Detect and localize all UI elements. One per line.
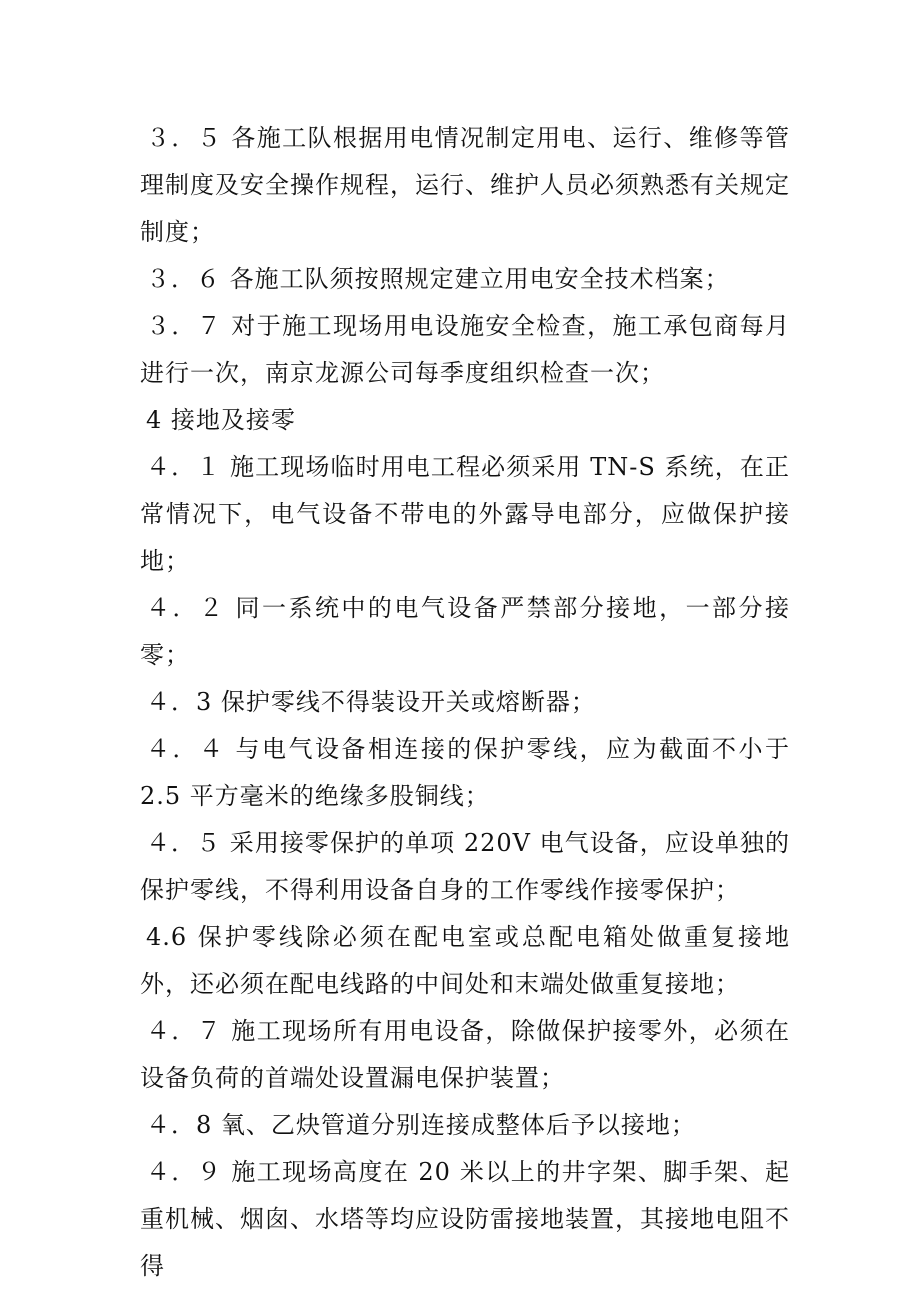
- paragraph-3-7: ３．７ 对于施工现场用电设施安全检查，施工承包商每月进行一次，南京龙源公司每季度组织检查一次；: [140, 312, 790, 387]
- document-body: [140, 115, 790, 1290]
- paragraph-4-9: ４．９ 施工现场高度在 20 米以上的井字架、脚手架、起重机械、烟囱、水塔等均应设防雷接地装置，其接地电阻不得: [140, 1158, 790, 1280]
- paragraph-4-5: ４．５ 采用接零保护的单项 220V 电气设备，应设单独的保护零线，不得利用设备自身的工作零线作接零保护；: [140, 829, 790, 904]
- paragraph-4-6: 4.6 保护零线除必须在配电室或总配电箱处做重复接地外，还必须在配电线路的中间处和末端处做重复接地；: [140, 923, 790, 998]
- paragraph-4-3: ４．3 保护零线不得装设开关或熔断器；: [146, 688, 596, 716]
- paragraph-4-1: ４．１ 施工现场临时用电工程必须采用 TN-S 系统，在正常情况下，电气设备不带电的外露导电部分，应做保护接地；: [140, 453, 790, 575]
- paragraph-4-8: ４．8 氧、乙炔管道分别连接成整体后予以接地；: [146, 1111, 696, 1139]
- paragraph-4-2: ４．２ 同一系统中的电气设备严禁部分接地，一部分接零；: [140, 594, 790, 669]
- paragraph-3-6: ３．６ 各施工队须按照规定建立用电安全技术档案；: [146, 265, 730, 293]
- paragraph-3-5: ３．５ 各施工队根据用电情况制定用电、运行、维修等管理制度及安全操作规程，运行、维护人员必须熟悉有关规定制度；: [140, 124, 790, 246]
- paragraph-4-7: ４．７ 施工现场所有用电设备，除做保护接零外，必须在设备负荷的首端处设置漏电保护装置；: [140, 1017, 790, 1092]
- section-heading-4: 4 接地及接零: [146, 406, 296, 434]
- paragraph-4-4: ４．４ 与电气设备相连接的保护零线，应为截面不小于 2.5 平方毫米的绝缘多股铜线；: [140, 735, 790, 810]
